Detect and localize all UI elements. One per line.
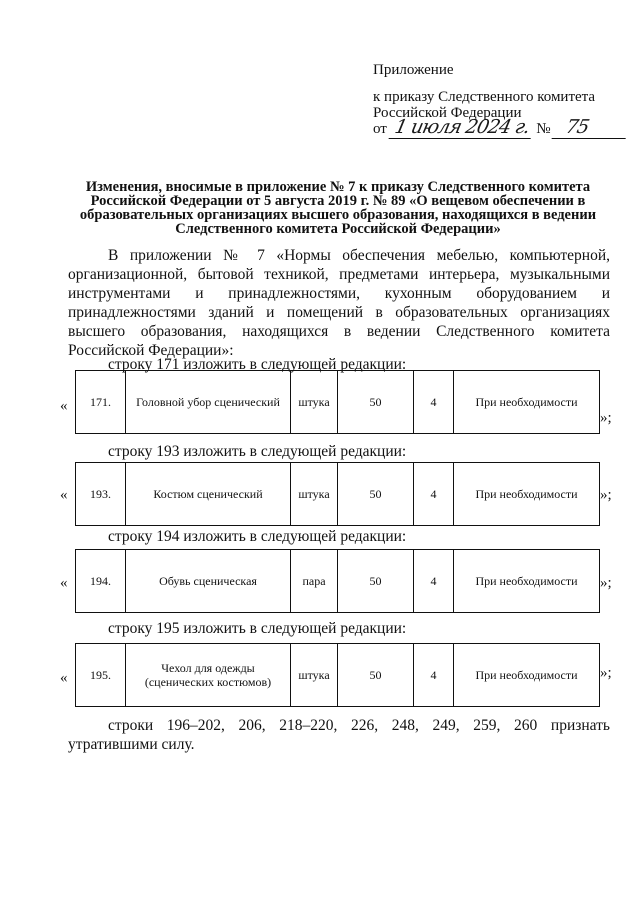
cell-number: 171. [76,371,126,434]
norm-table-194 [75,549,600,613]
cell-quantity: 50 [338,463,414,526]
cell-unit: штука [291,463,338,526]
table-row [76,550,600,613]
quote-close: »; [600,410,612,426]
cell-note: При необходимости [454,550,600,613]
norm-table-171 [75,370,600,434]
appendix-title: Приложение [373,62,454,78]
table-row [76,371,600,434]
order-date-number [373,116,628,139]
cell-number: 194. [76,550,126,613]
final-paragraph: строки 196–202, 206, 218–220, 226, 248, 249, 259, 260 признать утратившими силу. [68,717,610,753]
quote-close: »; [600,487,612,503]
cell-quantity: 50 [338,550,414,613]
section-intro-195: строку 195 изложить в следующей редакции: [108,620,407,637]
handwritten-number: 75 [552,116,631,139]
cell-name: Обувь сценическая [126,550,291,613]
quote-open: « [60,487,68,503]
norm-table-193 [75,462,600,526]
appendix-block [373,62,623,121]
cell-name: Чехол для одежды (сценических костюмов) [126,644,291,707]
cell-name: Головной убор сценический [126,371,291,434]
number-label: № [536,121,551,137]
table-row [76,463,600,526]
from-label: от [373,121,387,137]
cell-note: При необходимости [454,371,600,434]
norm-table-195 [75,643,600,707]
cell-quantity: 50 [338,371,414,434]
quote-open: « [60,670,68,686]
cell-unit: пара [291,550,338,613]
section-intro-193: строку 193 изложить в следующей редакции: [108,443,407,460]
cell-name: Костюм сценический [126,463,291,526]
section-intro-194: строку 194 изложить в следующей редакции: [108,528,407,545]
cell-term: 4 [414,550,454,613]
quote-close: »; [600,575,612,591]
quote-close: »; [600,665,612,681]
quote-open: « [60,398,68,414]
cell-term: 4 [414,371,454,434]
table-row [76,644,600,707]
cell-number: 195. [76,644,126,707]
document-title: Изменения, вносимые в приложение № 7 к приказу Следственного комитета Российской Федерации от 5 августа 2019 г. № 89 «О вещевом обеспечении в образовательных организациях высшего образования, находящихся в ведении Следственного комитета Российской Федерации» [79,179,597,237]
cell-number: 193. [76,463,126,526]
cell-term: 4 [414,463,454,526]
cell-unit: штука [291,371,338,434]
appendix-line-2: Российской Федерации [373,105,522,121]
cell-note: При необходимости [454,644,600,707]
appendix-line-1: к приказу Следственного комитета [373,89,596,105]
quote-open: « [60,575,68,591]
cell-quantity: 50 [338,644,414,707]
intro-paragraph: В приложении № 7 «Нормы обеспечения мебелью, компьютерной, организационной, бытовой техникой, предметами интерьера, музыкальными инструментами и принадлежностями, кухонным оборудованием и принадлежностями зданий и помещений в образовательных организациях высшего образования, находящихся в ведении Следственного комитета Российской Федерации»: [68,247,610,359]
cell-term: 4 [414,644,454,707]
cell-unit: штука [291,644,338,707]
section-intro-171: строку 171 изложить в следующей редакции: [108,356,407,373]
handwritten-date: 1 июля 2024 г. [388,116,535,139]
cell-note: При необходимости [454,463,600,526]
